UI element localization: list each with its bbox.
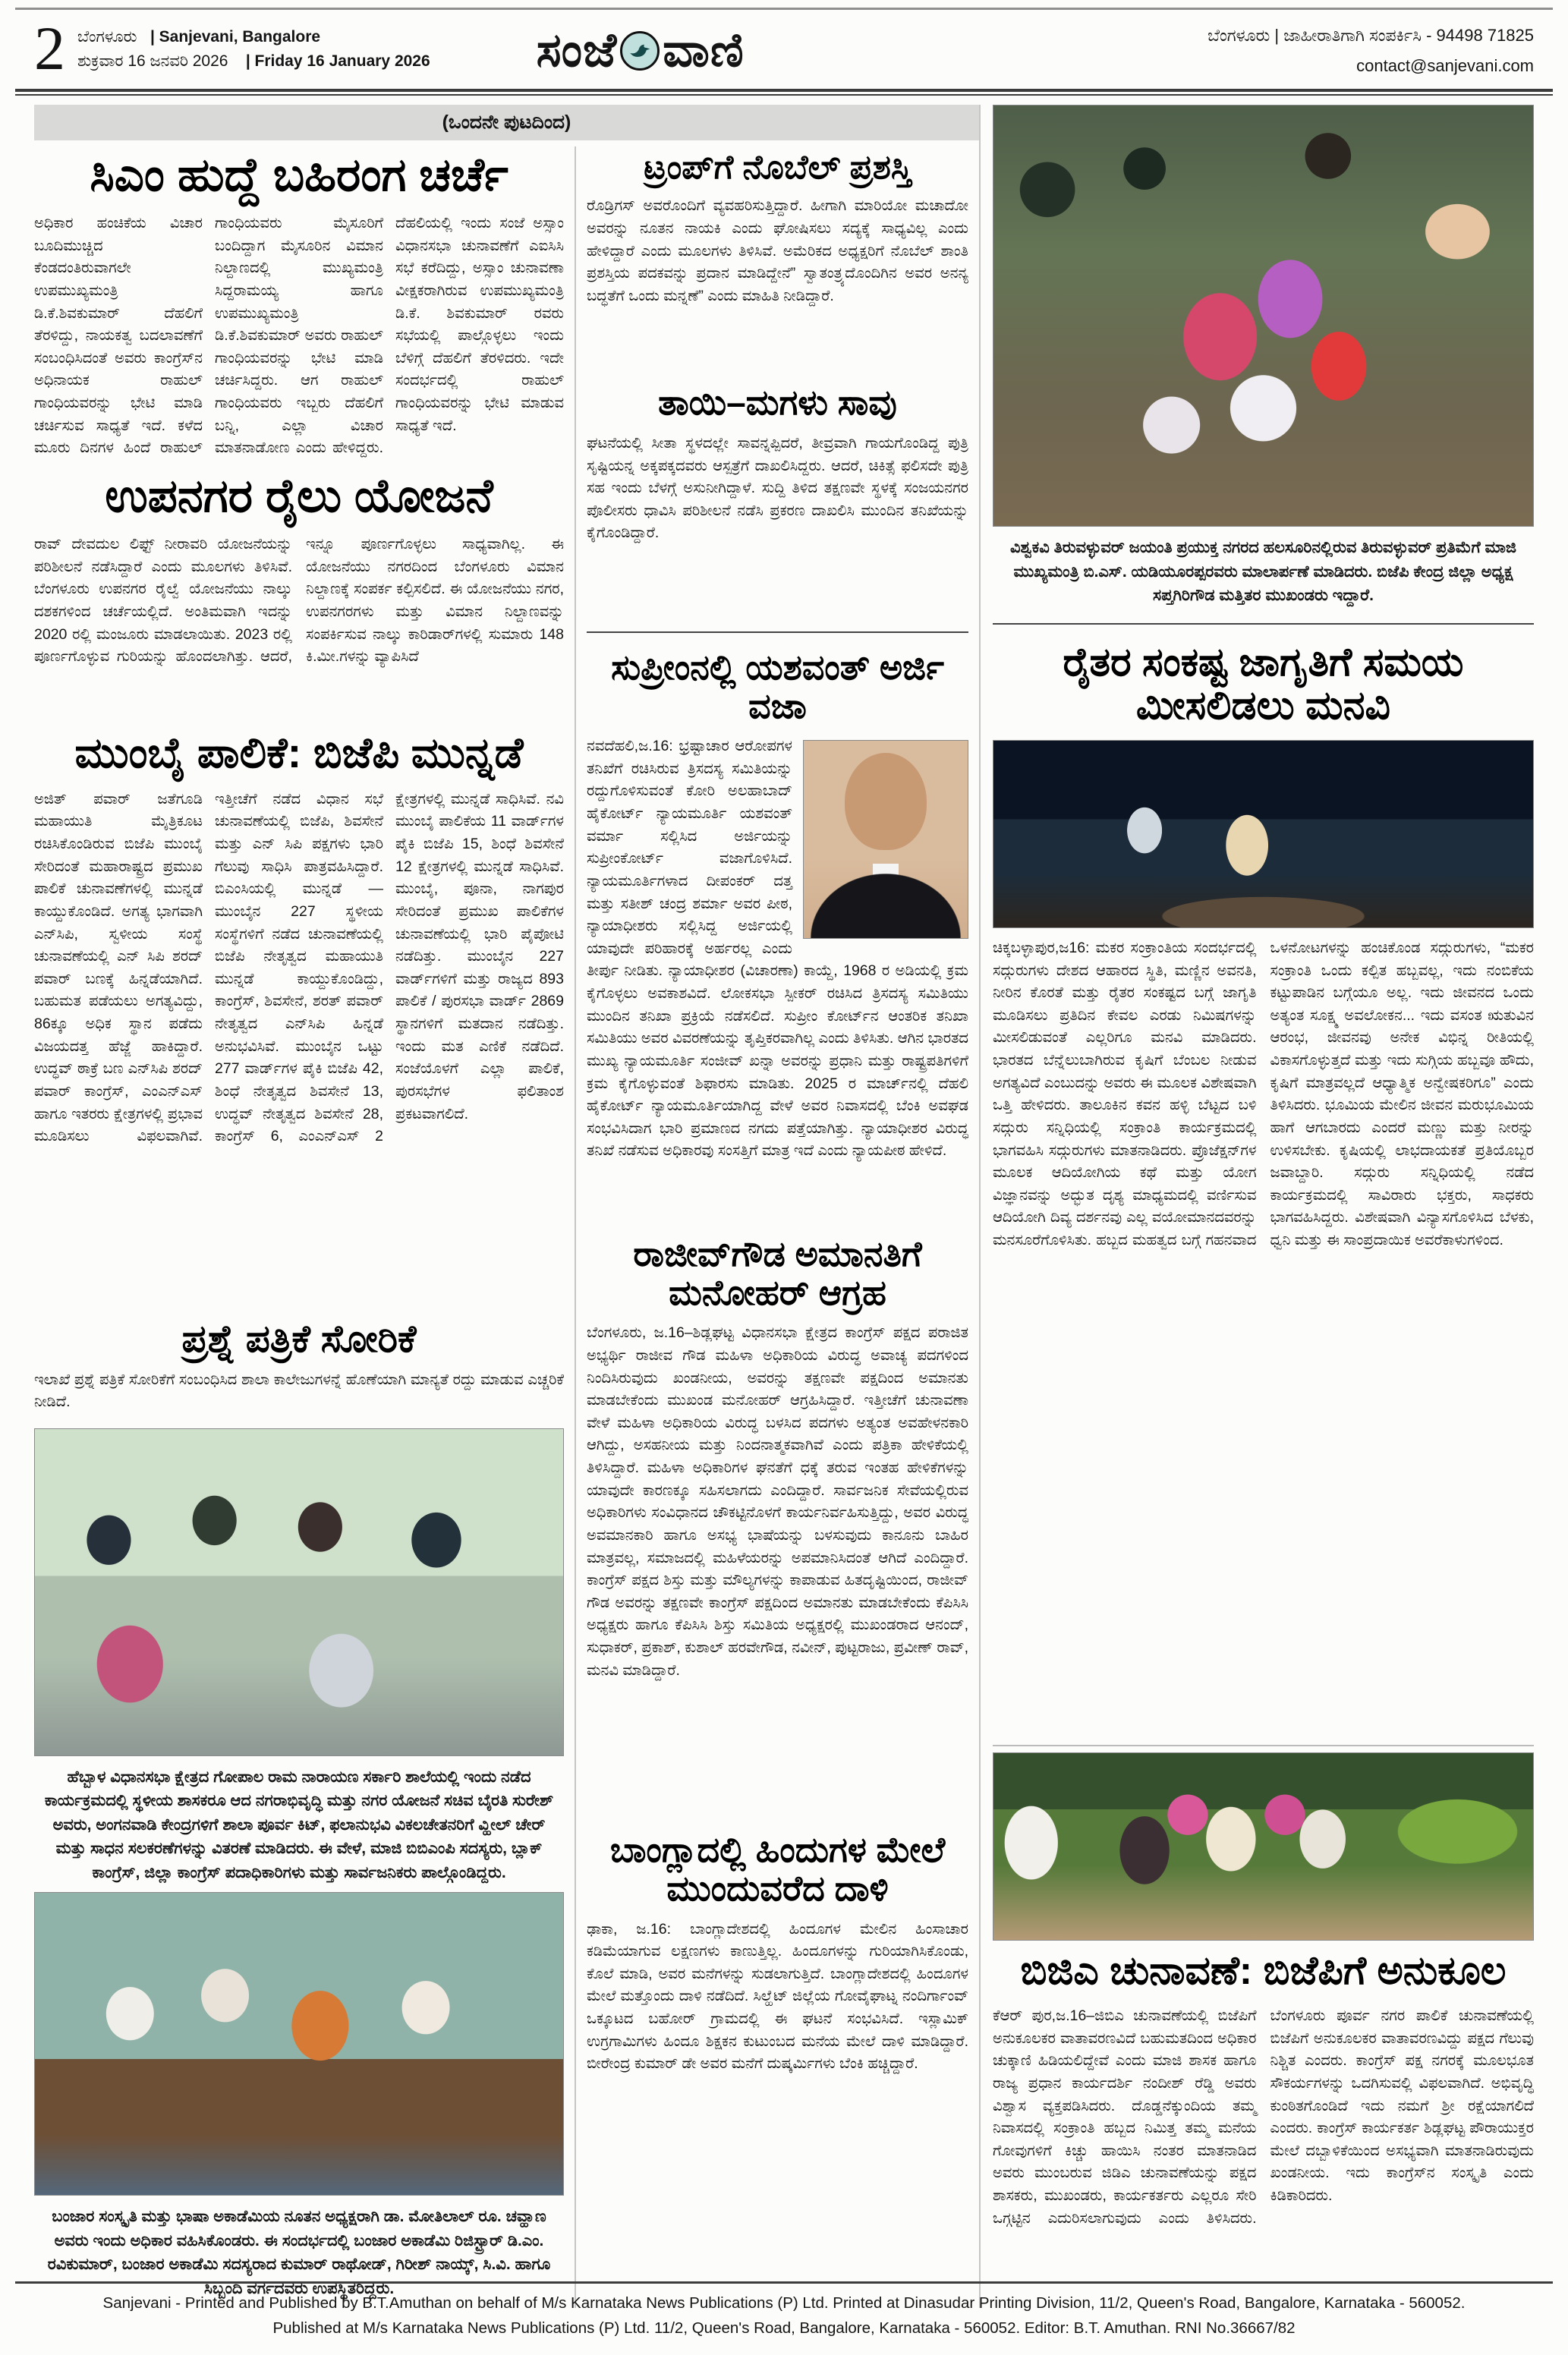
statue-garlanding-photo <box>993 105 1534 527</box>
paper-name-english: | Sanjevani, Bangalore <box>150 28 321 46</box>
body-rajeev-gowda: ಬೆಂಗಳೂರು, ಜ.16–ಶಿಡ್ಲಘಟ್ಟ ವಿಧಾನಸಭಾ ಕ್ಷೇತ್ರದ ಕಾಂಗ್ರೆಸ್ ಪಕ್ಷದ ಪರಾಜಿತ ಅಭ್ಯರ್ಥಿ ರಾಜೀವ ಗೌಡ ಮಹಿಳಾ ಅಧಿಕಾರಿಯ ವಿರುದ್ಧ ಅವಾಚ್ಯ ಪದಗಳಿಂದ ನಿಂದಿಸಿರುವುದು ಖಂಡನೀಯ, ಅವರನ್ನು ತಕ್ಷಣವೇ ಪಕ್ಷದಿಂದ ಅಮಾನತು ಮಾಡಬೇಕೆಂದು ಮುಖಂಡ ಮನೋಹರ್ ಆಗ್ರಹಿಸಿದ್ದಾರೆ. ಇತ್ತೀಚೆಗೆ ಚುನಾವಣಾ ವೇಳೆ ಮಹಿಳಾ ಅಧಿಕಾರಿಯ ವಿರುದ್ಧ ಬಳಸಿದ ಪದಗಳು ಅತ್ಯಂತ ಅವಹೇಳನಕಾರಿ ಆಗಿದ್ದು, ಅಸಹನೀಯ ಮತ್ತು ನಿಂದನಾತ್ಮಕವಾಗಿವೆ ಎಂದು ಪತ್ರಿಕಾ ಹೇಳಿಕೆಯಲ್ಲಿ ತಿಳಿಸಿದ್ದಾರೆ. ಮಹಿಳಾ ಅಧಿಕಾರಿಗಳ ಘನತೆಗೆ ಧಕ್ಕೆ ತರುವ ಇಂತಹ ಹೇಳಿಕೆಗಳನ್ನು ಯಾವುದೇ ಕಾರಣಕ್ಕೂ ಸಹಿಸಲಾಗದು ಎಂದಿದ್ದಾರೆ. ಸಾರ್ವಜನಿಕ ಸೇವೆಯಲ್ಲಿರುವ ಅಧಿಕಾರಿಗಳು ಸಂವಿಧಾನದ ಚೌಕಟ್ಟಿನೊಳಗೆ ಕಾರ್ಯನಿರ್ವಹಿಸುತ್ತಿದ್ದು, ಅವರ ವಿರುದ್ಧ ಅವಮಾನಕಾರಿ ಹಾಗೂ ಅಸಭ್ಯ ಭಾಷೆಯನ್ನು ಬಳಸುವುದು ಕಾನೂನು ಬಾಹಿರ ಮಾತ್ರವಲ್ಲ, ಸಮಾಜದಲ್ಲಿ ಮಹಿಳೆಯರನ್ನು ಅಪಮಾನಿಸಿದಂತೆ ಆಗಿದೆ ಎಂದಿದ್ದಾರೆ. ಕಾಂಗ್ರೆಸ್ ಪಕ್ಷದ ಶಿಸ್ತು ಮತ್ತು ಮೌಲ್ಯಗಳನ್ನು ಕಾಪಾಡುವ ಹಿತದೃಷ್ಟಿಯಿಂದ, ರಾಜೀವ್ ಗೌಡ ಅವರನ್ನು ತಕ್ಷಣವೇ ಕಾಂಗ್ರೆಸ್ ಪಕ್ಷದಿಂದ ಅಮಾನತು ಮಾಡಬೇಕೆಂದು ಕೆಪಿಸಿಸಿ ಅಧ್ಯಕ್ಷರು ಹಾಗೂ ಕೆಪಿಸಿಸಿ ಶಿಸ್ತು ಸಮಿತಿಯ ಅಧ್ಯಕ್ಷರಲ್ಲಿ ಮುಖಂಡರಾದ ಆನಂದ್, ಸುಧಾಕರ್, ಪ್ರಕಾಶ್, ಕುಶಾಲ್ ಹರವೇಗೌಡ, ನವೀನ್, ಪುಟ್ಟರಾಜು, ಪ್ರವೀಣ್ ರಾವ್, ಮನವಿ ಮಾಡಿದ್ದಾರೆ. <box>587 1324 968 1679</box>
sadhguru-event-photo <box>993 740 1534 928</box>
right-light-rule <box>993 1745 1534 1746</box>
article-bangla-attack <box>587 1823 968 2221</box>
headline-farmers-plea: ರೈತರ ಸಂಕಷ್ಟ ಜಾಗೃತಿಗೆ ಸಮಯ ಮೀಸಲಿಡಲು ಮನವಿ <box>1063 640 1464 728</box>
imprint-line-2: Published at M/s Karnataka News Publications (P) Ltd. 11/2, Queen's Road, Bangalore, Karnataka - 560052. Editor: B.T. Amuthan. RNI No.36667/82 <box>272 2319 1296 2338</box>
banjara-academy-photo <box>34 1892 564 2196</box>
dove-logo-icon <box>620 31 660 71</box>
body-cm-post: ಅಧಿಕಾರ ಹಂಚಿಕೆಯ ವಿಚಾರ ಬೂದಿಮುಚ್ಚಿದ ಕೆಂಡದಂತಿರುವಾಗಲೇ ಉಪಮುಖ್ಯಮಂತ್ರಿ ಡಿ.ಕೆ.ಶಿವಕುಮಾರ್ ದೆಹಲಿಗೆ ತೆರಳಿದ್ದು, ನಾಯಕತ್ವ ಬದಲಾವಣೆಗೆ ಸಂಬಂಧಿಸಿದಂತೆ ಅವರು ಕಾಂಗ್ರೆಸ್‌ನ ಅಧಿನಾಯಕ ರಾಹುಲ್ ಗಾಂಧಿಯವರನ್ನು ಭೇಟಿ ಮಾಡಿ ಚರ್ಚಿಸುವ ಸಾಧ್ಯತೆ ಇದೆ. ಕಳೆದ ಮೂರು ದಿನಗಳ ಹಿಂದೆ ರಾಹುಲ್ ಗಾಂಧಿಯವರು ಮೈಸೂರಿಗೆ ಬಂದಿದ್ದಾಗ ಮೈಸೂರಿನ ವಿಮಾನ ನಿಲ್ದಾಣದಲ್ಲಿ ಮುಖ್ಯಮಂತ್ರಿ ಸಿದ್ದರಾಮಯ್ಯ ಹಾಗೂ ಉಪಮುಖ್ಯಮಂತ್ರಿ ಡಿ.ಕೆ.ಶಿವಕುಮಾರ್ ಅವರು ರಾಹುಲ್ ಗಾಂಧಿಯವರನ್ನು ಭೇಟಿ ಮಾಡಿ ಚರ್ಚಿಸಿದ್ದರು. ಆಗ ರಾಹುಲ್ ಗಾಂಧಿಯವರು ಇಬ್ಬರು ದೆಹಲಿಗೆ ಬನ್ನಿ, ಎಲ್ಲಾ ವಿಚಾರ ಮಾತನಾಡೋಣ ಎಂದು ಹೇಳಿದ್ದರು. ದೆಹಲಿಯಲ್ಲಿ ಇಂದು ಸಂಜೆ ಅಸ್ಸಾಂ ವಿಧಾನಸಭಾ ಚುನಾವಣೆಗೆ ಎಐಸಿಸಿ ಸಭೆ ಕರೆದಿದ್ದು, ಅಸ್ಸಾಂ ಚುನಾವಣಾ ವೀಕ್ಷಕರಾಗಿರುವ ಉಪಮುಖ್ಯಮಂತ್ರಿ ಡಿ.ಕೆ. ಶಿವಕುಮಾರ್ ರವರು ಸಭೆಯಲ್ಲಿ ಪಾಲ್ಗೊಳ್ಳಲು ಇಂದು ಬೆಳಿಗ್ಗೆ ದೆಹಲಿಗೆ ತೆರಳಿದರು. ಇದೇ ಸಂದರ್ಭದಲ್ಲಿ ರಾಹುಲ್ ಗಾಂಧಿಯವರನ್ನು ಭೇಟಿ ಮಾಡುವ ಸಾಧ್ಯತೆ ಇದೆ. <box>34 215 564 457</box>
edition-date-block <box>77 19 430 78</box>
newspaper-page <box>0 8 1568 2355</box>
body-bangla-attack: ಢಾಕಾ, ಜ.16: ಬಾಂಗ್ಲಾದೇಶದಲ್ಲಿ ಹಿಂದೂಗಳ ಮೇಲಿನ ಹಿಂಸಾಚಾರ ಕಡಿಮೆಯಾಗುವ ಲಕ್ಷಣಗಳು ಕಾಣುತ್ತಿಲ್ಲ. ಹಿಂದೂಗಳನ್ನು ಗುರಿಯಾಗಿಸಿಕೊಂಡು, ಕೊಲೆ ಮಾಡಿ, ಅವರ ಮನೆಗಳನ್ನು ಸುಡಲಾಗುತ್ತಿದೆ. ಬಾಂಗ್ಲಾದೇಶದಲ್ಲಿ ಹಿಂದೂಗಳ ಮೇಲೆ ಮತ್ತೊಂದು ದಾಳಿ ನಡೆದಿದೆ. ಸಿಲ್ಹೆಟ್ ಜಿಲ್ಲೆಯ ಗೋವೈಘಾಟ್ನ ನಂದಿರ್ಗಾಂವ್ ಒಕ್ಕೂಟದ ಬಹೋರ್ ಗ್ರಾಮದಲ್ಲಿ ಈ ಘಟನೆ ಸಂಭವಿಸಿದೆ. ಇಸ್ಲಾಮಿಕ್ ಉಗ್ರಗಾಮಿಗಳು ಹಿಂದೂ ಶಿಕ್ಷಕನ ಕುಟುಂಬದ ಮನೆಯ ಮೇಲೆ ದಾಳಿ ಮಾಡಿದ್ದಾರೆ. ಬೀರೇಂದ್ರ ಕುಮಾರ್ ಡೇ ಅವರ ಮನೆಗೆ ದುಷ್ಕರ್ಮಿಗಳು ಬೆಂಕಿ ಹಚ್ಚಿದ್ದಾರೆ. <box>587 1920 968 2073</box>
article-suburban-rail <box>34 463 564 722</box>
headline-suburban-rail: ಉಪನಗರ ರೈಲು ಯೋಜನೆ <box>105 470 493 522</box>
article-mumbai-palike <box>34 722 564 1312</box>
header-double-rule <box>15 89 1553 96</box>
body-supreme-yashwant <box>587 735 968 1227</box>
middle-column <box>575 146 979 2308</box>
hebbala-school-event-photo <box>34 1428 564 1756</box>
continued-from-banner: (ಒಂದನೇ ಪುಟದಿಂದ) <box>34 105 979 140</box>
judge-portrait-photo <box>803 740 968 939</box>
right-section-rule <box>993 623 1534 625</box>
headline-rajeev-gowda: ರಾಜೀವ್‌ಗೌಡ ಅಮಾನತಿಗೆ ಮನೋಹರ್ ಆಗ್ರಹ <box>633 1234 922 1312</box>
headline-mother-daughter: ತಾಯಿ–ಮಗಳು ಸಾವು <box>658 383 897 423</box>
imprint-footer <box>15 2281 1553 2341</box>
cattle-sankranti-photo <box>993 1752 1534 1941</box>
imprint-line-1: Sanjevani - Printed and Published by B.T.Amuthan on behalf of M/s Karnataka News Publications (P) Ltd. Printed at Dinasudar Printing Division, 11/2, Queen's Road, Bangalore, Karnataka - 560052. <box>102 2294 1466 2312</box>
banjara-photo-caption: ಬಂಜಾರ ಸಂಸ್ಕೃತಿ ಮತ್ತು ಭಾಷಾ ಅಕಾಡೆಮಿಯ ನೂತನ ಅಧ್ಯಕ್ಷರಾಗಿ ಡಾ. ಮೋತಿಲಾಲ್ ರೂ. ಚವ್ಹಾಣ ಅವರು ಇಂದು ಅಧಿಕಾರ ವಹಿಸಿಕೊಂಡರು. ಈ ಸಂದರ್ಭದಲ್ಲಿ ಬಂಜಾರ ಅಕಾಡೆಮಿ ರಿಜಿಸ್ಟ್ರಾರ್ ಡಿ.ಎಂ. ರವಿಕುಮಾರ್, ಬಂಜಾರ ಅಕಾಡೆಮಿ ಸದಸ್ಯರಾದ ಕುಮಾರ್ ರಾಥೋಡ್, ಗಿರೀಶ್ ನಾಯ್ಕ್, ಸಿ.ವಿ. ಹಾಗೂ ಸಿಬ್ಬಂದಿ ವರ್ಗದವರು ಉಪಸ್ಥಿತರಿದ್ದರು. <box>47 2208 551 2297</box>
headline-mumbai-palike: ಮುಂಬೈ ಪಾಲಿಕೆ: ಬಿಜೆಪಿ ಮುನ್ನಡೆ <box>74 729 524 777</box>
article-question-paper-leak <box>34 1312 564 1419</box>
headline-trump-nobel: ಟ್ರಂಪ್‌ಗೆ ನೊಬೆಲ್ ಪ್ರಶಸ್ತಿ <box>644 149 912 186</box>
body-farmers-plea: ಚಿಕ್ಕಬಳ್ಳಾಪುರ,ಜ16: ಮಕರ ಸಂಕ್ರಾಂತಿಯ ಸಂದರ್ಭದಲ್ಲಿ ಸದ್ಗುರುಗಳು ದೇಶದ ಆಹಾರದ ಸ್ಥಿತಿ, ಮಣ್ಣಿನ ಅವನತಿ, ನೀರಿನ ಕೊರತೆ ಮತ್ತು ರೈತರ ಸಂಕಷ್ಟದ ಬಗ್ಗೆ ಜಾಗೃತಿ ಮೂಡಿಸಲು ಪ್ರತಿದಿನ ಕೇವಲ ಎರಡು ನಿಮಿಷಗಳನ್ನು ಮೀಸಲಿಡುವಂತೆ ಎಲ್ಲರಿಗೂ ಮನವಿ ಮಾಡಿದರು. ಭಾರತದ ಬೆನ್ನೆಲುಬಾಗಿರುವ ಕೃಷಿಗೆ ಬೆಂಬಲ ನೀಡುವ ಅಗತ್ಯವಿದೆ ಎಂಬುದನ್ನು ಅವರು ಈ ಮೂಲಕ ವಿಶೇಷವಾಗಿ ಒತ್ತಿ ಹೇಳಿದರು. ತಾಲೂಕಿನ ಕವನ ಹಳ್ಳಿ ಬೆಟ್ಟದ ಬಳಿ ಸದ್ಗುರು ಸನ್ನಿಧಿಯಲ್ಲಿ ಸಂಕ್ರಾಂತಿ ಕಾರ್ಯಕ್ರಮದಲ್ಲಿ ಭಾಗವಹಿಸಿ ಸದ್ಗುರುಗಳು ಮಾತನಾಡಿದರು. ಪ್ರೊಜೆಕ್ಷನ್‌ಗಳ ಮೂಲಕ ಆದಿಯೋಗಿಯ ಕಥೆ ಮತ್ತು ಯೋಗ ವಿಜ್ಞಾನವನ್ನು ಅದ್ಭುತ ದೃಶ್ಯ ಮಾಧ್ಯಮದಲ್ಲಿ ವರ್ಣಿಸುವ ಆದಿಯೋಗಿ ದಿವ್ಯ ದರ್ಶನವು ಎಲ್ಲ ವಯೋಮಾನದವರನ್ನು ಮನಸೂರೆಗೊಳಿಸಿತು. ಹಬ್ಬದ ಮಹತ್ವದ ಬಗ್ಗೆ ಗಹನವಾದ ಒಳನೋಟಗಳನ್ನು ಹಂಚಿಕೊಂಡ ಸದ್ಗುರುಗಳು, “ಮಕರ ಸಂಕ್ರಾಂತಿ ಒಂದು ಕಲ್ಪಿತ ಹಬ್ಬವಲ್ಲ, ಇದು ನಂಬಿಕೆಯ ಕಟ್ಟುಪಾಡಿನ ಬಗ್ಗೆಯೂ ಅಲ್ಲ. ಇದು ಜೀವನದ ಒಂದು ಅತ್ಯಂತ ಸೂಕ್ಷ್ಮ ಅವಲೋಕನ... ಇದು ವಸಂತ ಋತುವಿನ ಆರಂಭ, ಜೀವನವು ಅನೇಕ ವಿಭಿನ್ನ ರೀತಿಯಲ್ಲಿ ವಿಕಾಸಗೊಳ್ಳುತ್ತದೆ ಮತ್ತು ಇದು ಸುಗ್ಗಿಯ ಹಬ್ಬವೂ ಹೌದು, ಕೃಷಿಗೆ ಮಾತ್ರವಲ್ಲದೆ ಆಧ್ಯಾತ್ಮಿಕ ಅನ್ವೇಷಕರಿಗೂ” ಎಂದು ತಿಳಿಸಿದರು. ಭೂಮಿಯ ಮೇಲಿನ ಜೀವನ ಮರುಭೂಮಿಯ ಹಾಗೆ ಆಗಬಾರದು ಎಂದರೆ ಮಣ್ಣು ಮತ್ತು ನೀರನ್ನು ಉಳಿಸಬೇಕು. ಕೃಷಿಯಲ್ಲಿ ಲಾಭದಾಯಕತೆ ಪ್ರತಿಯೊಬ್ಬರ ಜವಾಬ್ದಾರಿ. ಸದ್ಗುರು ಸನ್ನಿಧಿಯಲ್ಲಿ ನಡೆದ ಕಾರ್ಯಕ್ರಮದಲ್ಲಿ ಸಾವಿರಾರು ಭಕ್ತರು, ಸಾಧಕರು ಭಾಗವಹಿಸಿದ್ದರು. ವಿಶೇಷವಾಗಿ ವಿನ್ಯಾಸಗೊಳಿಸಿದ ಬೆಳಕು, ಧ್ವನಿ ಮತ್ತು ಈ ಸಾಂಪ್ರದಾಯಿಕ ಅವರೆಕಾಳುಗಳಿಂದ. <box>993 939 1534 1248</box>
date-english: | Friday 16 January 2026 <box>245 52 430 70</box>
body-trump-nobel: ರೊಡ್ರಿಗಸ್ ಅವರೊಂದಿಗೆ ವ್ಯವಹರಿಸುತ್ತಿದ್ದಾರೆ. ಹೀಗಾಗಿ ಮಾರಿಯೋ ಮಚಾದೋ ಅವರನ್ನು ನೂತನ ನಾಯಕಿ ಎಂದು ಘೋಷಿಸಲು ಸದ್ಯಕ್ಕೆ ಸಾಧ್ಯವಿಲ್ಲ ಎಂದು ಹೇಳಿದ್ದಾರೆ ಎಂದು ಮೂಲಗಳು ತಿಳಿಸಿವೆ. ಅಮೆರಿಕದ ಅಧ್ಯಕ್ಷರಿಗೆ ನೊಬೆಲ್ ಶಾಂತಿ ಪ್ರಶಸ್ತಿಯ ಪದಕವನ್ನು ಪ್ರದಾನ ಮಾಡಿದ್ದೇನೆ” ಸ್ವಾತಂತ್ರ್ಯದೊಂದಿಗಿನ ಅವರ ಅನನ್ಯ ಬದ್ಧತೆಗೆ ಒಂದು ಮನ್ನಣೆ” ಎಂದು ಮಾಹಿತಿ ನೀಡಿದ್ದಾರೆ. <box>587 197 968 304</box>
statue-photo-caption: ವಿಶ್ವಕವಿ ತಿರುವಳ್ಳುವರ್ ಜಯಂತಿ ಪ್ರಯುಕ್ತ ನಗರದ ಹಲಸೂರಿನಲ್ಲಿರುವ ತಿರುವಳ್ಳುವರ್ ಪ್ರತಿಮೆಗೆ ಮಾಜಿ ಮುಖ್ಯಮಂತ್ರಿ ಬಿ.ಎಸ್. ಯಡಿಯೂರಪ್ಪರವರು ಮಾಲಾರ್ಪಣೆ ಮಾಡಿದರು. ಬಿಜೆಪಿ ಕೇಂದ್ರ ಜಿಲ್ಲಾ ಅಧ್ಯಕ್ಷ ಸಪ್ತಗಿರಿಗೌಡ ಮತ್ತಿತರ ಮುಖಂಡರು ಇದ್ದಾರೆ. <box>1009 539 1517 604</box>
body-mumbai-palike: ಅಜಿತ್ ಪವಾರ್ ಜತೆಗೂಡಿ ಮಹಾಯುತಿ ಮೈತ್ರಿಕೂಟ ರಚಿಸಿಕೊಂಡಿರುವ ಬಿಜೆಪಿ ಮುಂಬೈ ಸೇರಿದಂತೆ ಮಹಾರಾಷ್ಟ್ರದ ಪ್ರಮುಖ ಪಾಲಿಕೆ ಚುನಾವಣೆಗಳಲ್ಲಿ ಮುನ್ನಡೆ ಕಾಯ್ದುಕೊಂಡಿದೆ. ಅಗತ್ಯ ಭಾಗವಾಗಿ ಎನ್‌ಸಿಪಿ, ಸ್ವಳೀಯ ಸಂಸ್ಥೆ ಚುನಾವಣೆಯಲ್ಲಿ ಎನ್ ಸಿಪಿ ಶರದ್ ಪವಾರ್ ಬಣಕ್ಕೆ ಹಿನ್ನಡೆಯಾಗಿದೆ. ಬಹುಮತ ಪಡೆಯಲು ಅಗತ್ಯವಿದ್ದು, 86ಕ್ಕೂ ಅಧಿಕ ಸ್ಥಾನ ಪಡೆದು ವಿಜಯದತ್ತ ಹೆಜ್ಜೆ ಹಾಕಿದ್ದಾರೆ. ಉದ್ಧವ್ ಠಾಕ್ರೆ ಬಣ ಎನ್‌ಸಿಪಿ ಶರದ್ ಪವಾರ್ ಕಾಂಗ್ರೆಸ್, ಎಂಎನ್‌ಎಸ್ ಹಾಗೂ ಇತರರು ಕ್ಷೇತ್ರಗಳಲ್ಲಿ ಪ್ರಭಾವ ಮೂಡಿಸಲು ವಿಫಲವಾಗಿವೆ. ಇತ್ತೀಚೆಗೆ ನಡೆದ ವಿಧಾನ ಸಭೆ ಚುನಾವಣೆಯಲ್ಲಿ ಬಿಜೆಪಿ, ಶಿವಸೇನೆ ಮತ್ತು ಎನ್ ಸಿಪಿ ಪಕ್ಷಗಳು ಭಾರಿ ಗೆಲುವು ಸಾಧಿಸಿ ಪಾತ್ರವಹಿಸಿದ್ದಾರೆ. ಬಿಎಂಸಿಯಲ್ಲಿ ಮುನ್ನಡೆ — ಮುಂಬೈನ 227 ಸ್ಥಳೀಯ ಸಂಸ್ಥೆಗಳಿಗೆ ನಡೆದ ಚುನಾವಣೆಯಲ್ಲಿ ಬಿಜೆಪಿ ನೇತೃತ್ವದ ಮಹಾಯುತಿ ಮುನ್ನಡೆ ಕಾಯ್ದುಕೊಂಡಿದ್ದು, ಕಾಂಗ್ರೆಸ್, ಶಿವಸೇನೆ, ಶರತ್ ಪವಾರ್ ನೇತೃತ್ವದ ಎನ್‌ಸಿಪಿ ಹಿನ್ನಡೆ ಅನುಭವಿಸಿವೆ. ಮುಂಬೈನ ಒಟ್ಟು 277 ವಾರ್ಡ್‌ಗಳ ಪೈಕಿ ಬಿಜೆಪಿ 42, ಶಿಂಧೆ ನೇತೃತ್ವದ ಶಿವಸೇನೆ 13, ಉದ್ಧವ್ ನೇತೃತ್ವದ ಶಿವಸೇನೆ 28, ಕಾಂಗ್ರೆಸ್ 6, ಎಂಎನ್‌ಎಸ್ 2 ಕ್ಷೇತ್ರಗಳಲ್ಲಿ ಮುನ್ನಡೆ ಸಾಧಿಸಿವೆ. ನವಿ ಮುಂಬೈ ಪಾಲಿಕೆಯ 11 ವಾರ್ಡ್‌ಗಳ ಪೈಕಿ ಬಿಜೆಪಿ 15, ಶಿಂಧೆ ಶಿವಸೇನೆ 12 ಕ್ಷೇತ್ರಗಳಲ್ಲಿ ಮುನ್ನಡೆ ಸಾಧಿಸಿವೆ. ಮುಂಬೈ, ಪೂನಾ, ನಾಗಪುರ ಸೇರಿದಂತೆ ಪ್ರಮುಖ ಪಾಲಿಕೆಗಳ ಚುನಾವಣೆಯಲ್ಲಿ ಭಾರಿ ಪೈಪೋಟಿ ನಡೆದಿತ್ತು. ಮುಂಬೈನ 227 ವಾರ್ಡ್‌ಗಳಿಗೆ ಮತ್ತು ರಾಜ್ಯದ 893 ಪಾಲಿಕೆ / ಪುರಸಭಾ ವಾರ್ಡ್ 2869 ಸ್ಥಾನಗಳಿಗೆ ಮತದಾನ ನಡೆದಿತ್ತು. ಇಂದು ಮತ ಎಣಿಕೆ ನಡೆದಿದೆ. ಸಂಜೆಯೊಳಗೆ ಎಲ್ಲಾ ಪಾಲಿಕೆ, ಪುರಸಭೆಗಳ ಫಲಿತಾಂಶ ಪ್ರಕಟವಾಗಲಿದೆ. <box>34 790 564 1145</box>
headline-bangla-attack: ಬಾಂಗ್ಲಾದಲ್ಲಿ ಹಿಂದುಗಳ ಮೇಲೆ ಮುಂದುವರೆದ ದಾಳಿ <box>609 1830 946 1908</box>
advertising-contact: ಬೆಂಗಳೂರು | ಜಾಹೀರಾತಿಗಾಗಿ ಸಂಪರ್ಕಿಸಿ - 94498 71825 <box>1207 26 1534 45</box>
article-mother-daughter <box>587 376 968 624</box>
article-cm-post <box>34 146 564 463</box>
page-number: 2 <box>34 14 65 83</box>
body-mother-daughter: ಘಟನೆಯಲ್ಲಿ ಸೀತಾ ಸ್ಥಳದಲ್ಲೇ ಸಾವನ್ನಪ್ಪಿದರೆ, ತೀವ್ರವಾಗಿ ಗಾಯಗೊಂಡಿದ್ದ ಪುತ್ರಿ ಸೃಷ್ಟಿಯನ್ನ ಅಕ್ಕಪಕ್ಕದವರು ಆಸ್ಪತ್ರೆಗೆ ದಾಖಲಿಸಿದ್ದರು. ಆದರೆ, ಚಿಕಿತ್ಸೆ ಫಲಿಸದೇ ಪುತ್ರಿ ಸಹ ಇಂದು ಬೆಳಗ್ಗೆ ಅಸುನೀಗಿದ್ದಾಳೆ. ಸುದ್ದಿ ತಿಳಿದ ತಕ್ಷಣವೇ ಸ್ಥಳಕ್ಕೆ ಸಂಜಯನಗರ ಪೊಲೀಸರು ಧಾವಿಸಿ ಪರಿಶೀಲನೆ ನಡೆಸಿ ಪ್ರಕರಣ ದಾಖಲಿಸಿ ಮುಂದಿನ ತನಿಖೆಯನ್ನು ಕೈಗೊಂಡಿದ್ದಾರೆ. <box>587 434 968 542</box>
page-body <box>0 96 1568 2308</box>
judge-robe-shape <box>804 865 968 938</box>
article-trump-nobel <box>587 146 968 376</box>
body-supreme-yashwant-text: ನವದೆಹಲಿ,ಜ.16: ಭ್ರಷ್ಟಾಚಾರ ಆರೋಪಗಳ ತನಿಖೆಗೆ ರಚಿಸಿರುವ ತ್ರಿಸದಸ್ಯ ಸಮಿತಿಯನ್ನು ರದ್ದುಗೊಳಿಸುವಂತೆ ಕೋರಿ ಅಲಹಾಬಾದ್ ಹೈಕೋರ್ಟ್ ನ್ಯಾಯಮೂರ್ತಿ ಯಶವಂತ್ ವರ್ಮಾ ಸಲ್ಲಿಸಿದ ಅರ್ಜಿಯನ್ನು ಸುಪ್ರೀಂಕೋರ್ಟ್ ವಜಾಗೊಳಿಸಿದೆ. ನ್ಯಾಯಮೂರ್ತಿಗಳಾದ ದೀಪಂಕರ್ ದತ್ತ ಮತ್ತು ಸತೀಶ್ ಚಂದ್ರ ಶರ್ಮಾ ಅವರ ಪೀಠ, ನ್ಯಾಯಾಧೀಶರು ಸಲ್ಲಿಸಿದ್ದ ಅರ್ಜಿಯಲ್ಲಿ ಯಾವುದೇ ಪರಿಹಾರಕ್ಕೆ ಅರ್ಹರಲ್ಲ ಎಂದು ತೀರ್ಪು ನೀಡಿತು. ನ್ಯಾಯಾಧೀಶರ (ವಿಚಾರಣಾ) ಕಾಯ್ದೆ, 1968 ರ ಅಡಿಯಲ್ಲಿ ಕ್ರಮ ಕೈಗೊಳ್ಳಲು ಅವಕಾಶವಿದೆ. ಲೋಕಸಭಾ ಸ್ಪೀಕರ್ ರಚಿಸಿದ ತ್ರಿಸದಸ್ಯ ಸಮಿತಿಯು ಮುಂದಿನ ತನಿಖಾ ಪ್ರಕ್ರಿಯೆ ನಡೆಸಲಿದೆ. ಸುಪ್ರೀಂ ಕೋರ್ಟ್‌ನ ಆಂತರಿಕ ತನಿಖಾ ಸಮಿತಿಯು ಅವರ ವಿವರಣೆಯನ್ನು ತೃಪ್ತಿಕರವಾಗಿಲ್ಲ ಎಂದು ತಿಳಿಸಿತು. ಆಗಿನ ಭಾರತದ ಮುಖ್ಯ ನ್ಯಾಯಮೂರ್ತಿ ಸಂಜೀವ್ ಖನ್ನಾ ಅವರನ್ನು ಪ್ರಧಾನಿ ಮತ್ತು ರಾಷ್ಟ್ರಪತಿಗಳಿಗೆ ಕ್ರಮ ಕೈಗೊಳ್ಳುವಂತೆ ಶಿಫಾರಸು ಮಾಡಿತು. 2025 ರ ಮಾರ್ಚ್‌ನಲ್ಲಿ ದೆಹಲಿ ಹೈಕೋರ್ಟ್ ನ್ಯಾಯಮೂರ್ತಿಯಾಗಿದ್ದ ವೇಳೆ ಅವರ ನಿವಾಸದಲ್ಲಿ ಬೆಂಕಿ ಅವಘಡ ಸಂಭವಿಸಿದಾಗ ಭಾರಿ ಪ್ರಮಾಣದ ನಗದು ಪತ್ತೆಯಾಗಿತ್ತು. ನ್ಯಾಯಾಧೀಶರ ವಿರುದ್ಧ ತನಿಖೆ ನಡೆಸುವ ಅಧಿಕಾರವು ಸಂಸತ್ತಿಗೆ ಮಾತ್ರ ಇದೆ ಎಂದು ನ್ಯಾಯಪೀಠ ಹೇಳಿದೆ. <box>587 738 968 1160</box>
article-supreme-yashwant <box>587 641 968 1227</box>
headline-question-paper-leak: ಪ್ರಶ್ನೆ ಪತ್ರಿಕೆ ಸೋರಿಕೆ <box>181 1317 417 1360</box>
header-left-block <box>34 14 430 83</box>
body-question-paper-leak: ಇಲಾಖೆ ಪ್ರಶ್ನೆ ಪತ್ರಿಕೆ ಸೋರಿಕೆಗೆ ಸಂಬಂಧಿಸಿದ ಶಾಲಾ ಕಾಲೇಜುಗಳನ್ನೆ ಹೊಣೆಯಾಗಿ ಮಾನ್ಯತೆ ರದ್ದು ಮಾಡುವ ಎಚ್ಚರಿಕೆ ನೀಡಿದೆ. <box>34 1371 564 1411</box>
masthead-right-text: ವಾಣಿ <box>663 24 745 77</box>
body-gba-election: ಕೆಆರ್ ಪುರ,ಜ.16–ಜಿಬಿಎ ಚುನಾವಣೆಯಲ್ಲಿ ಬಿಜೆಪಿಗೆ ಅನುಕೂಲಕರ ವಾತಾವರಣವಿದೆ ಬಹುಮತದಿಂದ ಅಧಿಕಾರ ಚುಕ್ಕಾಣಿ ಹಿಡಿಯಲಿದ್ದೇವೆ ಎಂದು ಮಾಜಿ ಶಾಸಕ ಹಾಗೂ ರಾಜ್ಯ ಪ್ರಧಾನ ಕಾರ್ಯದರ್ಶಿ ನಂದೀಶ್ ರೆಡ್ಡಿ ಅವರು ವಿಶ್ವಾಸ ವ್ಯಕ್ತಪಡಿಸಿದರು. ದೊಡ್ಡನೆಕ್ಕುಂದಿಯ ತಮ್ಮ ನಿವಾಸದಲ್ಲಿ ಸಂಕ್ರಾಂತಿ ಹಬ್ಬದ ನಿಮಿತ್ತ ತಮ್ಮ ಮನೆಯ ಗೋವುಗಳಿಗೆ ಕಿಚ್ಚು ಹಾಯಿಸಿ ನಂತರ ಮಾತನಾಡಿದ ಅವರು ಮುಂಬರುವ ಜಿಡಿಎ ಚುನಾವಣೆಯನ್ನು ಪಕ್ಷದ ಶಾಸಕರು, ಮುಖಂಡರು, ಕಾರ್ಯಕರ್ತರು ಎಲ್ಲರೂ ಸೇರಿ ಒಗ್ಗಟ್ಟಿನ ಎದುರಿಸಲಾಗುವುದು ಎಂದು ತಿಳಿಸಿದರು. ಬೆಂಗಳೂರು ಪೂರ್ವ ನಗರ ಪಾಲಿಕೆ ಚುನಾವಣೆಯಲ್ಲಿ ಬಿಜೆಪಿಗೆ ಅನುಕೂಲಕರ ವಾತಾವರಣವಿದ್ದು ಪಕ್ಷದ ಗೆಲುವು ನಿಶ್ಚಿತ ಎಂದರು. ಕಾಂಗ್ರೆಸ್ ಪಕ್ಷ ನಗರಕ್ಕೆ ಮೂಲಭೂತ ಸೌಕರ್ಯಗಳನ್ನು ಒದಗಿಸುವಲ್ಲಿ ವಿಫಲವಾಗಿದೆ. ಅಭಿವೃದ್ಧಿ ಕುಂಠಿತಗೊಂಡಿದೆ ಇದು ನಮಗೆ ಶ್ರೀ ರಕ್ಷೆಯಾಗಲಿದೆ ಎಂದರು. ಕಾಂಗ್ರೆಸ್ ಕಾರ್ಯಕರ್ತ ಶಿಡ್ಲಘಟ್ಟ ಪೌರಾಯುಕ್ತರ ಮೇಲೆ ದಬ್ಬಾಳಿಕೆಯಿಂದ ಅಸಭ್ಯವಾಗಿ ಮಾತನಾಡಿರುವುದು ಖಂಡನೀಯ. ಇದು ಕಾಂಗ್ರೆಸ್‌ನ ಸಂಸ್ಕೃತಿ ಎಂದು ಕಿಡಿಕಾರಿದರು. <box>993 2007 1534 2227</box>
left-middle-wrap <box>34 105 979 2308</box>
left-column <box>34 146 575 2308</box>
contact-email: contact@sanjevani.com <box>1356 55 1534 75</box>
section-divider-rule <box>587 631 968 633</box>
headline-supreme-yashwant: ಸುಪ್ರೀಂನಲ್ಲಿ ಯಶವಂತ್ ಅರ್ಜಿ ವಜಾ <box>611 647 944 726</box>
right-column <box>979 105 1534 2308</box>
page-header <box>0 10 1568 89</box>
judge-head-shape <box>845 753 927 850</box>
header-contact-block <box>1207 19 1534 80</box>
headline-cm-post: ಸಿಎಂ ಹುದ್ದೆ ಬಹಿರಂಗ ಚರ್ಚೆ <box>90 149 508 200</box>
article-gba-election <box>993 1752 1534 2260</box>
masthead <box>537 24 745 78</box>
hebbala-photo-caption: ಹೆಬ್ಬಾಳ ವಿಧಾನಸಭಾ ಕ್ಷೇತ್ರದ ಗೋಪಾಲ ರಾಮ ನಾರಾಯಣ ಸರ್ಕಾರಿ ಶಾಲೆಯಲ್ಲಿ ಇಂದು ನಡೆದ ಕಾರ್ಯಕ್ರಮದಲ್ಲಿ ಸ್ಥಳೀಯ ಶಾಸಕರೂ ಆದ ನಗರಾಭಿವೃದ್ಧಿ ಮತ್ತು ನಗರ ಯೋಜನೆ ಸಚಿವ ಬೈರತಿ ಸುರೇಶ್ ಅವರು, ಅಂಗನವಾಡಿ ಕೇಂದ್ರಗಳಿಗೆ ಶಾಲಾ ಪೂರ್ವ ಕಿಟ್, ಫಲಾನುಭವಿ ವಿಕಲಚೇತನರಿಗೆ ವ್ಹೀಲ್ ಚೇರ್ ಮತ್ತು ಸಾಧನ ಸಲಕರಣೆಗಳನ್ನು ವಿತರಣೆ ಮಾಡಿದರು. ಈ ವೇಳೆ, ಮಾಜಿ ಬಿಬಿಎಂಪಿ ಸದಸ್ಯರು, ಬ್ಲಾಕ್ ಕಾಂಗ್ರೆಸ್, ಜಿಲ್ಲಾ ಕಾಂಗ್ರೆಸ್ ಪದಾಧಿಕಾರಿಗಳು ಮತ್ತು ಸಾರ್ವಜನಿಕರು ಪಾಲ್ಗೊಂಡಿದ್ದರು. <box>44 1768 554 1881</box>
masthead-left-text: ಸಂಜೆ <box>536 24 618 77</box>
headline-gba-election: ಬಿಜಿಎ ಚುನಾವಣೆ: ಬಿಜೆಪಿಗೆ ಅನುಕೂಲ <box>1020 1948 1507 1993</box>
body-suburban-rail: ರಾವ್ ದೇವದುಲ ಲಿಫ್ಟ್ ನೀರಾವರಿ ಯೋಜನೆಯನ್ನು ಪರಿಶೀಲನೆ ನಡೆಸಿದ್ದಾರೆ ಎಂದು ಮೂಲಗಳು ತಿಳಿಸಿವೆ. ಬೆಂಗಳೂರು ಉಪನಗರ ರೈಲ್ವೆ ಯೋಜನೆಯು ನಾಲ್ಕು ದಶಕಗಳಿಂದ ಚರ್ಚೆಯಲ್ಲಿದೆ. ಅಂತಿಮವಾಗಿ ಇದನ್ನು 2020 ರಲ್ಲಿ ಮಂಜೂರು ಮಾಡಲಾಯಿತು. 2023 ರಲ್ಲಿ ಪೂರ್ಣಗೊಳ್ಳುವ ಗುರಿಯನ್ನು ಹೊಂದಲಾಗಿತ್ತು. ಆದರೆ, ಇನ್ನೂ ಪೂರ್ಣಗೊಳ್ಳಲು ಸಾಧ್ಯವಾಗಿಲ್ಲ. ಈ ಯೋಜನೆಯು ನಗರದಿಂದ ಬೆಂಗಳೂರು ವಿಮಾನ ನಿಲ್ದಾಣಕ್ಕೆ ಸಂಪರ್ಕ ಕಲ್ಪಿಸಲಿದೆ. ಈ ಯೋಜನೆಯು ನಗರ, ಉಪನಗರಗಳು ಮತ್ತು ವಿಮಾನ ನಿಲ್ದಾಣವನ್ನು ಸಂಪರ್ಕಿಸುವ ನಾಲ್ಕು ಕಾರಿಡಾರ್‌ಗಳಲ್ಲಿ ಸುಮಾರು 148 ಕಿ.ಮೀ.ಗಳನ್ನು ವ್ಯಾಪಿಸಿದೆ <box>34 536 564 666</box>
city-kannada: ಬೆಂಗಳೂರು <box>77 28 137 46</box>
date-kannada: ಶುಕ್ರವಾರ 16 ಜನವರಿ 2026 <box>77 52 228 70</box>
article-rajeev-gowda <box>587 1227 968 1823</box>
article-farmers-plea <box>993 632 1534 1739</box>
